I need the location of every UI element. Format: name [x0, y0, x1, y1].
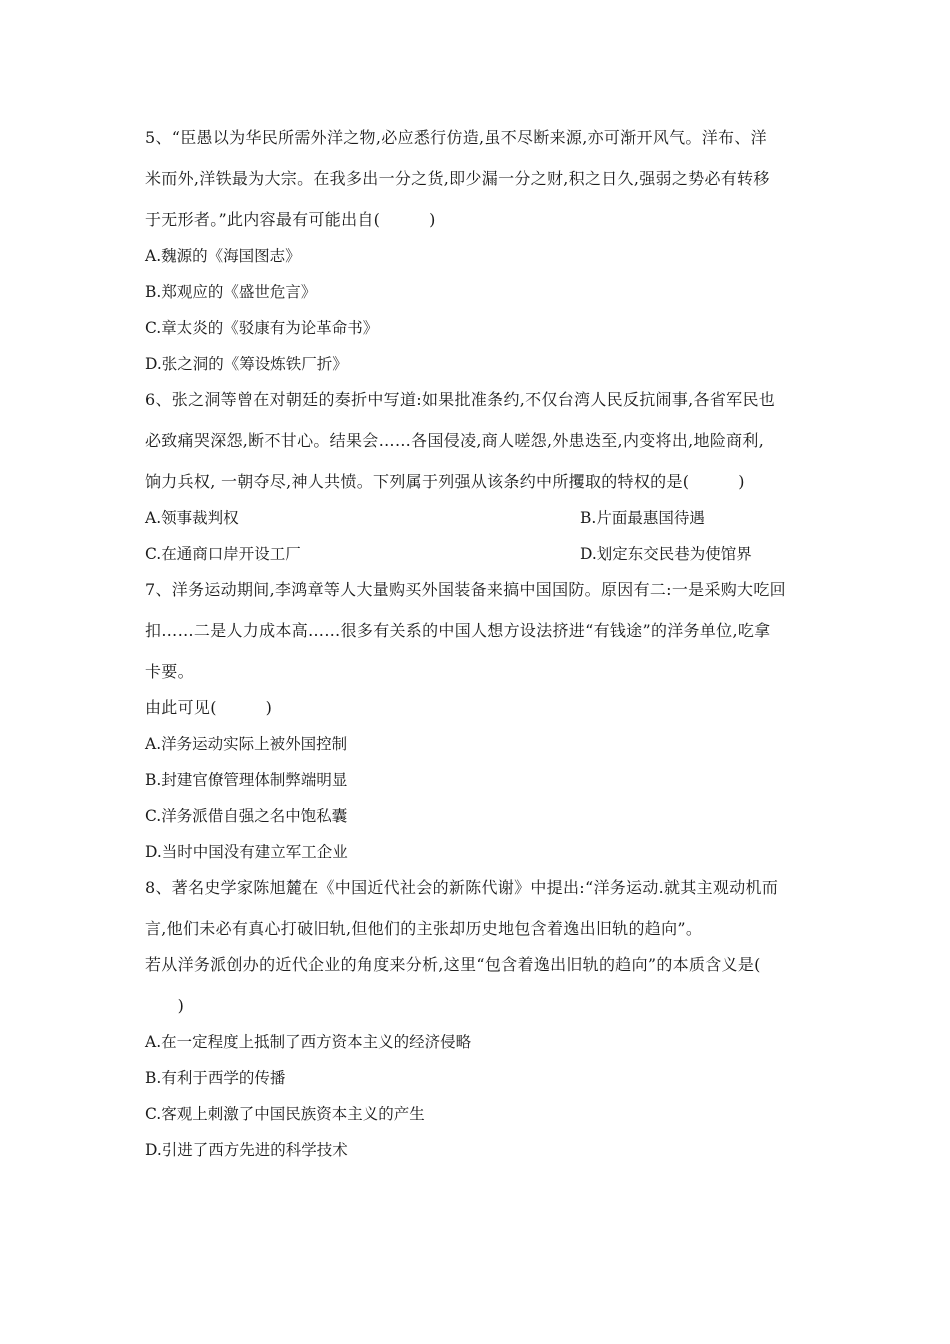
question-7-line-1: 7、洋务运动期间,李鸿章等人大量购买外国装备来搞中国国防。原因有二:一是采购大吃回	[145, 580, 786, 599]
question-8-line-2: 言,他们未必有真心打破旧轨,但他们的主张却历史地包含着逸出旧轨的趋向”。	[145, 919, 703, 938]
question-8-option-c: C.客观上刺激了中国民族资本主义的产生	[145, 1105, 425, 1123]
question-6-line-2: 必致痛哭深怨,断不甘心。结果会……各国侵凌,商人嗟怨,外患迭至,内变将出,地险商利,	[145, 431, 765, 450]
question-8-line-4: )	[145, 996, 185, 1015]
question-7-option-c: C.洋务派借自强之名中饱私囊	[145, 807, 348, 825]
question-6-option-c: C.在通商口岸开设工厂	[145, 545, 301, 563]
question-5-option-d: D.张之洞的《筹设炼铁厂折》	[145, 355, 348, 373]
question-7-option-b: B.封建官僚管理体制弊端明显	[145, 771, 348, 789]
question-5-option-a: A.魏源的《海国图志》	[145, 247, 301, 265]
question-5-line-2: 米而外,洋铁最为大宗。在我多出一分之货,即少漏一分之财,积之日久,强弱之势必有转移	[145, 169, 770, 188]
question-6-line-1: 6、张之洞等曾在对朝廷的奏折中写道:如果批准条约,不仅台湾人民反抗闹事,各省军民也	[145, 390, 776, 409]
question-5-line-1: 5、“臣愚以为华民所需外洋之物,必应悉行仿造,虽不尽断来源,亦可渐开风气。洋布、洋	[145, 128, 767, 147]
question-7-option-d: D.当时中国没有建立军工企业	[145, 843, 348, 861]
question-8-line-1: 8、著名史学家陈旭麓在《中国近代社会的新陈代谢》中提出:“洋务运动.就其主观动机而	[145, 878, 779, 897]
question-8-option-a: A.在一定程度上抵制了西方资本主义的经济侵略	[145, 1033, 472, 1051]
question-5-option-b: B.郑观应的《盛世危言》	[145, 283, 317, 301]
question-6-line-3: 饷力兵权, 一朝夺尽,神人共愤。下列属于列强从该条约中所攫取的特权的是( )	[145, 472, 745, 491]
question-6-option-b: B.片面最惠国待遇	[580, 509, 705, 527]
question-5-option-c: C.章太炎的《驳康有为论革命书》	[145, 319, 379, 337]
question-7-line-3: 卡要。	[145, 662, 194, 681]
question-7-option-a: A.洋务运动实际上被外国控制	[145, 735, 348, 753]
question-6-option-d: D.划定东交民巷为使馆界	[580, 545, 752, 563]
question-7-line-4: 由此可见( )	[145, 698, 273, 717]
question-5-line-3: 于无形者。”此内容最有可能出自( )	[145, 210, 436, 229]
question-6-option-a: A.领事裁判权	[145, 509, 239, 527]
question-8-line-3: 若从洋务派创办的近代企业的角度来分析,这里“包含着逸出旧轨的趋向”的本质含义是(	[145, 955, 761, 974]
question-8-option-b: B.有利于西学的传播	[145, 1069, 286, 1087]
question-7-line-2: 扣……二是人力成本高……很多有关系的中国人想方设法挤进“有钱途”的洋务单位,吃拿	[145, 621, 771, 640]
question-8-option-d: D.引进了西方先进的科学技术	[145, 1141, 348, 1159]
